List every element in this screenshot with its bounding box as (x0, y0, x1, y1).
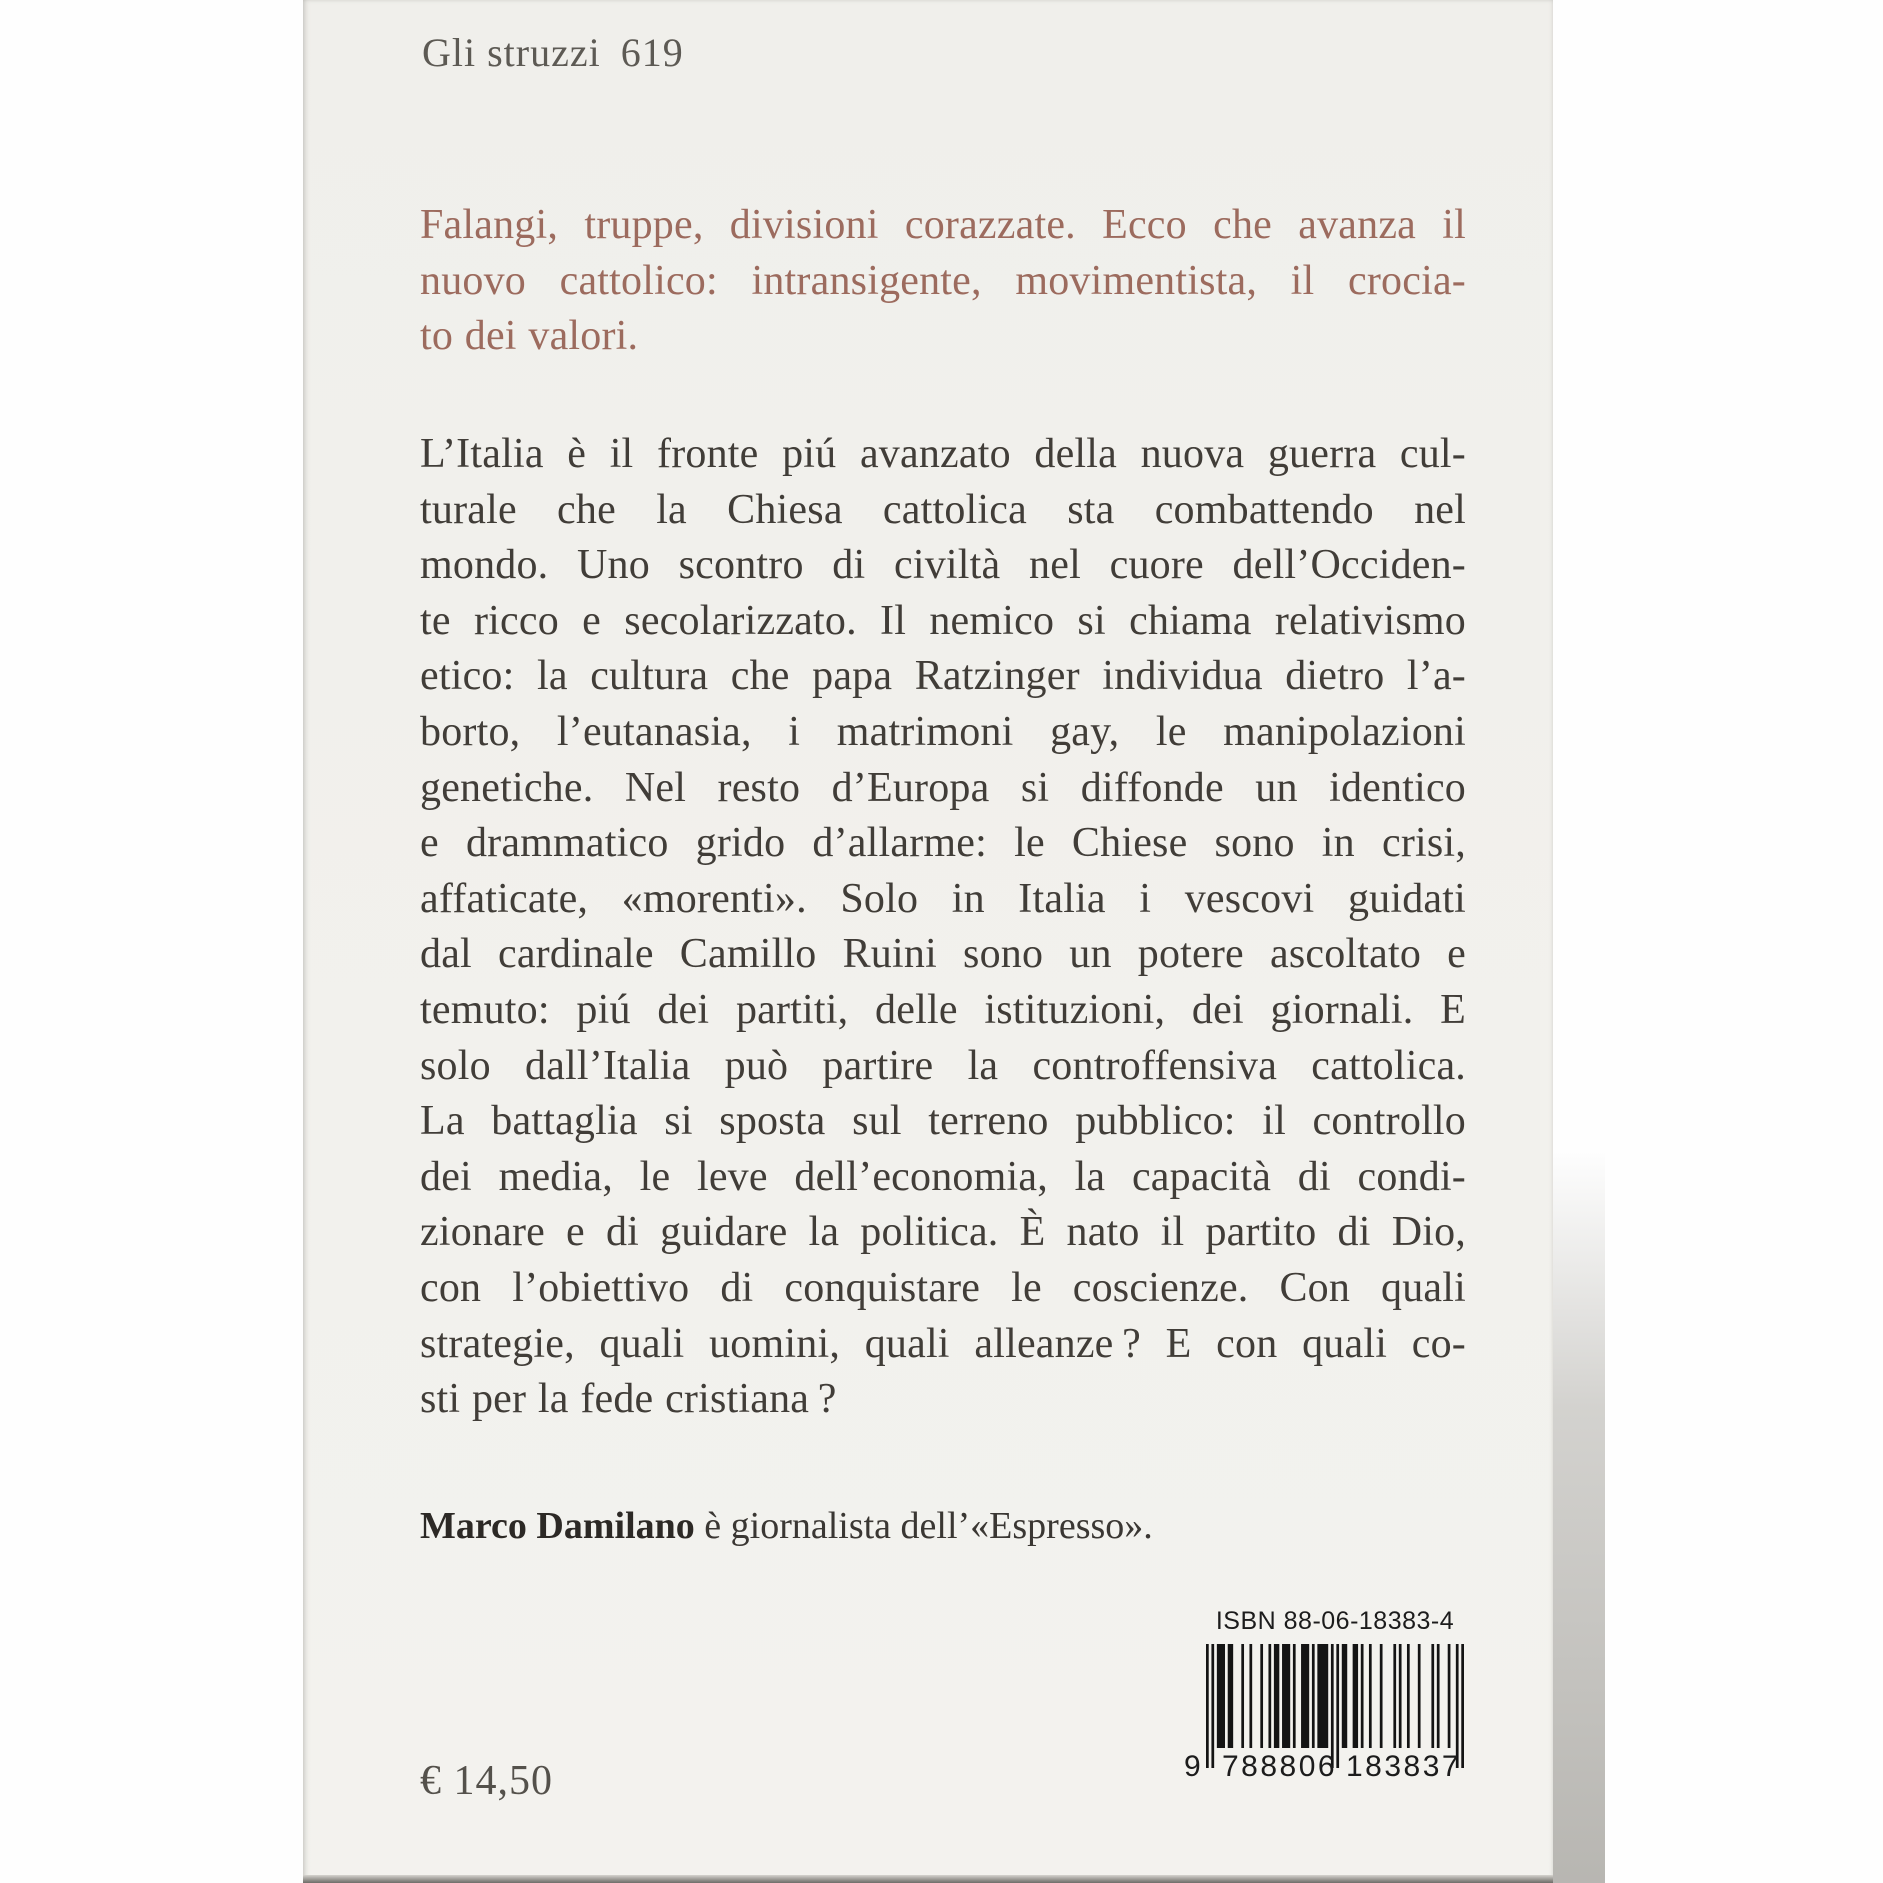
barcode-bar (1361, 1644, 1364, 1748)
barcode-bar (1437, 1644, 1440, 1748)
author-note (420, 1502, 1153, 1550)
barcode-bar (1369, 1644, 1372, 1748)
text-line: temuto: piú dei partiti, delle istituzioni, dei giornali. E (420, 986, 1466, 1033)
barcode-bar (1249, 1644, 1252, 1748)
isbn-label: ISBN 88-06-18383-4 (1215, 1607, 1455, 1635)
text-line: L’Italia è il fronte piú avanzato della nuova guerra cul- (420, 431, 1466, 477)
barcode-bar (1312, 1644, 1315, 1748)
barcode-bar (1407, 1644, 1410, 1748)
barcode-bar (1293, 1644, 1296, 1748)
text-line: etico: la cultura che papa Ratzinger individua dietro l’a- (420, 653, 1466, 700)
barcode-bar (1393, 1644, 1396, 1748)
barcode-bar (1431, 1644, 1434, 1748)
text-line: mondo. Uno scontro di civiltà nel cuore dell’Occiden- (420, 542, 1466, 589)
series-header (422, 30, 684, 76)
barcode-bar (1260, 1644, 1263, 1748)
barcode-bar (1228, 1644, 1233, 1748)
text-line: solo dall’Italia può partire la controffensiva cattolica. (420, 1042, 1466, 1089)
text-line: dei media, le leve dell’economia, la capacità di condi- (420, 1153, 1466, 1200)
text-line: turale che la Chiesa cattolica sta combattendo nel (420, 486, 1466, 533)
text-line: Falangi, truppe, divisioni corazzate. Ecco che avanza il (420, 202, 1466, 248)
price: € 14,50 (420, 1758, 553, 1804)
book-side-shadow (1553, 1150, 1605, 1883)
barcode-bar (1448, 1644, 1451, 1748)
barcode-bar (1342, 1644, 1347, 1748)
text-line: La battaglia si sposta sul terreno pubblico: il controllo (420, 1098, 1466, 1145)
blurb-paragraph (420, 427, 1466, 1428)
barcode-bar (1317, 1644, 1328, 1748)
book-page (303, 0, 1553, 1883)
barcode-bar (1217, 1644, 1225, 1748)
series-label: Gli struzzi (422, 30, 601, 75)
ean-digit-group: 9 (1184, 1750, 1201, 1783)
ean-digit-group: 788806 (1222, 1750, 1338, 1783)
ean-digits (1184, 1750, 1464, 1784)
barcode-bar (1418, 1644, 1421, 1748)
barcode-bar (1353, 1644, 1358, 1748)
text-line: to dei valori. (420, 313, 639, 360)
author-name: Marco Damilano (420, 1505, 695, 1547)
ean-digit-group: 183837 (1346, 1750, 1462, 1783)
text-line: genetiche. Nel resto d’Europa si diffonde un identico (420, 764, 1466, 811)
text-line: zionare e di guidare la politica. È nato il partito di Dio, (420, 1209, 1466, 1256)
text-line: te ricco e secolarizzato. Il nemico si chiama relativismo (420, 597, 1466, 644)
text-line: con l’obiettivo di conquistare le coscienze. Con quali (420, 1264, 1466, 1311)
text-line: e drammatico grido d’allarme: le Chiese sono in crisi, (420, 820, 1466, 867)
text-line: sti per la fede cristiana ? (420, 1376, 837, 1423)
text-line: dal cardinale Camillo Ruini sono un potere ascoltato e (420, 931, 1466, 978)
text-line: strategie, quali uomini, quali alleanze ? E con quali co- (420, 1320, 1466, 1367)
author-note-text: è giornalista dell’«Espresso». (694, 1505, 1153, 1547)
book-bottom-edge (303, 1875, 1553, 1883)
barcode-bar (1380, 1644, 1383, 1748)
barcode-bar (1274, 1644, 1279, 1748)
tagline-paragraph (420, 198, 1466, 365)
barcode-bar (1241, 1644, 1244, 1748)
text-line: affaticate, «morenti». Solo in Italia i vescovi guidati (420, 875, 1466, 922)
barcode-bar (1282, 1644, 1290, 1748)
barcode-block (1184, 1604, 1464, 1788)
barcode-bar (1301, 1644, 1309, 1748)
barcode-bar (1399, 1644, 1402, 1748)
series-number: 619 (620, 30, 684, 75)
text-line: nuovo cattolico: intransigente, movimentista, il crocia- (420, 257, 1466, 304)
barcode-bar (1268, 1644, 1271, 1748)
text-line: borto, l’eutanasia, i matrimoni gay, le manipolazioni (420, 708, 1466, 755)
